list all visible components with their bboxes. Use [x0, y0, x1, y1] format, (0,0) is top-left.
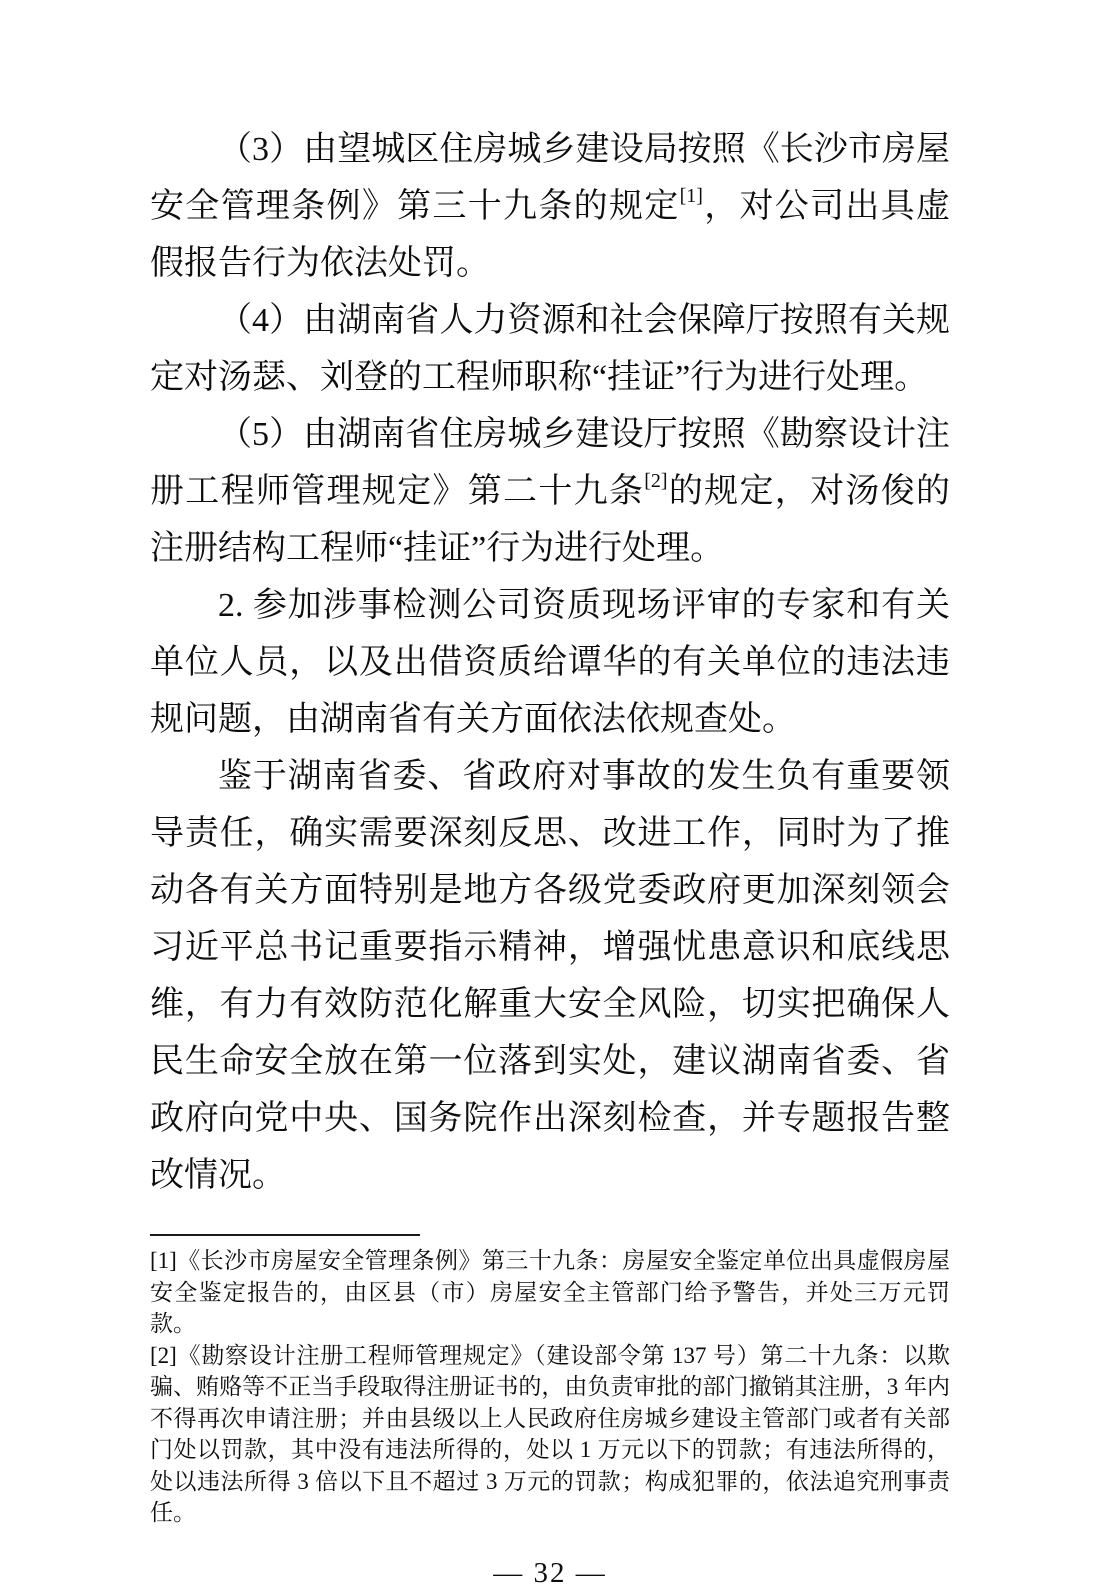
footnote-divider	[150, 1234, 420, 1236]
document-body	[150, 121, 950, 1204]
paragraph-item-3	[150, 121, 950, 292]
footnotes-section	[150, 1245, 950, 1529]
paragraph-text: 2. 参加涉事检测公司资质现场评审的专家和有关单位人员，以及出借资质给谭华的有关单位的违法违规问题，由湖南省有关方面依法依规查处。	[150, 587, 950, 738]
footnote-ref-2: [2]	[644, 469, 668, 492]
paragraph-item-4	[150, 292, 950, 406]
paragraph-item-2	[150, 577, 950, 748]
page-number: — 32 —	[493, 1556, 607, 1589]
paragraph-text: ，对公司出具虚假报告行为依法处罚。	[150, 188, 951, 282]
footnote-ref-1: [1]	[679, 184, 703, 207]
paragraph-text: （4）由湖南省人力资源和社会保障厅按照有关规定对汤瑟、刘登的工程师职称“挂证”行为进行处理。	[150, 302, 950, 396]
paragraph-conclusion	[150, 748, 950, 1204]
paragraph-text: 的规定，对汤俊的注册结构工程师“挂证”行为进行处理。	[150, 473, 951, 567]
footnote-item-2: [2]《勘察设计注册工程师管理规定》（建设部令第 137 号）第二十九条：以欺骗、贿赂等不正当手段取得注册证书的，由负责审批的部门撤销其注册，3 年内不得再次申请注册；并由县级以上人民政府住房城乡建设主管部门或者有关部门处以罚款，其中没有违法所得的，处以 1 万元以下的罚款；有违法所得的，处以违法所得 3 倍以下且不超过 3 万元的罚款；构成犯罪的，依法追究刑事责任。	[150, 1342, 950, 1525]
paragraph-item-5	[150, 406, 950, 577]
footnote-item-1: [1]《长沙市房屋安全管理条例》第三十九条：房屋安全鉴定单位出具虚假房屋安全鉴定报告的，由区县（市）房屋安全主管部门给予警告，并处三万元罚款。	[150, 1248, 950, 1336]
paragraph-text: 鉴于湖南省委、省政府对事故的发生负有重要领导责任，确实需要深刻反思、改进工作，同时为了推动各有关方面特别是地方各级党委政府更加深刻领会习近平总书记重要指示精神，增强忧患意识和底线思维，有力有效防范化解重大安全风险，切实把确保人民生命安全放在第一位落到实处，建议湖南省委、省政府向党中央、国务院作出深刻检查，并专题报告整改情况。	[150, 758, 950, 1194]
paragraph-text: （3）由望城区住房城乡建设局按照《长沙市房屋安全管理条例》第三十九条的规定	[150, 131, 950, 225]
paragraph-text: （5）由湖南省住房城乡建设厅按照《勘察设计注册工程师管理规定》第二十九条	[150, 416, 950, 510]
